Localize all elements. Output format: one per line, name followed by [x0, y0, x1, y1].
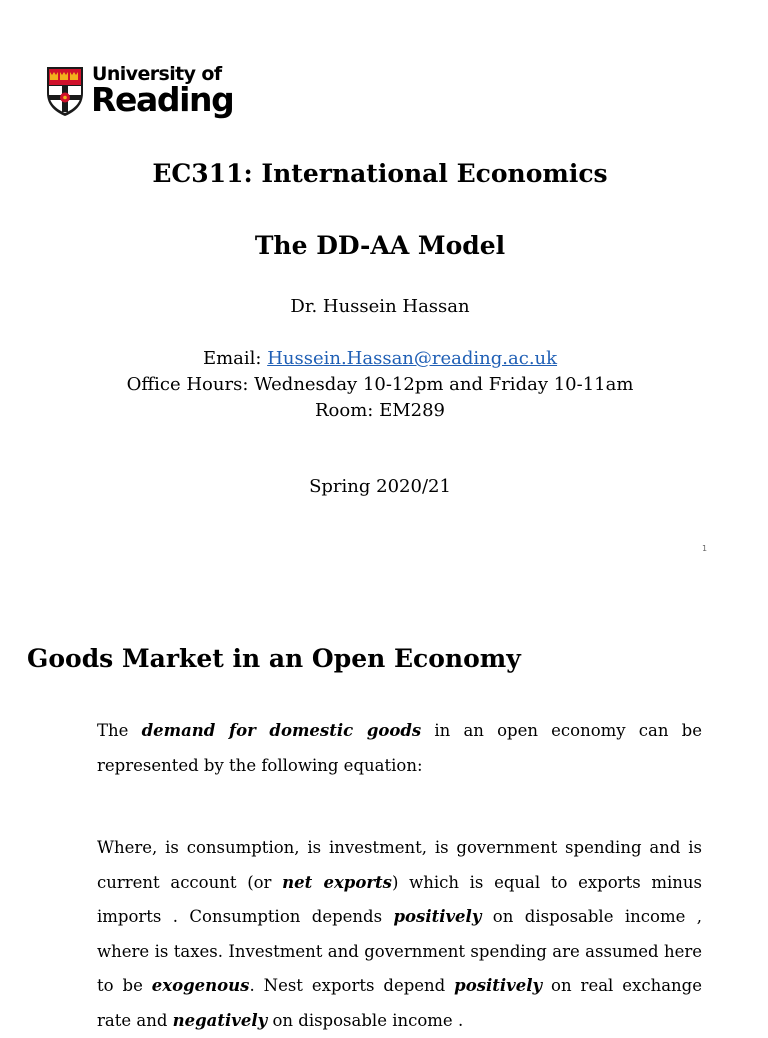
text-span: in an open economy can be represented by the following equation: — [97, 721, 702, 775]
emphasis-text: exogenous — [151, 976, 250, 995]
emphasis-text: negatively — [172, 1010, 268, 1030]
logo-text-university-of: University of — [92, 63, 222, 85]
emphasis-text: positively — [454, 976, 543, 995]
course-title: EC311: International Economics — [152, 159, 608, 188]
email-line — [0, 346, 760, 372]
text-span: . Nest exports depend — [249, 976, 455, 995]
office-hours: Office Hours: Wednesday 10-12pm and Friday 10-11am — [126, 374, 634, 395]
emphasis-text: net exports — [282, 872, 392, 892]
text-span: on disposable income , where is taxes. Investment and government spending are assumed here to be — [97, 907, 702, 995]
university-shield-icon — [45, 65, 85, 117]
term: Spring 2020/21 — [309, 476, 451, 497]
text-span: on real exchange rate and — [97, 976, 702, 1030]
paragraph-demand — [97, 714, 702, 783]
university-logo — [45, 63, 234, 123]
email-label: Email: — [202, 348, 268, 369]
room: Room: EM289 — [314, 400, 445, 421]
text-span: The — [97, 721, 142, 740]
lecture-title: The DD-AA Model — [254, 231, 506, 260]
text-span: ) which is equal to exports minus imports . Consumption depends — [97, 872, 703, 926]
emphasis-text: positively — [393, 907, 482, 926]
paragraph-components — [97, 831, 702, 1038]
logo-text-reading: Reading — [91, 80, 234, 119]
lecturer-name: Dr. Hussein Hassan — [290, 296, 470, 317]
email-link[interactable]: Hussein.Hassan@reading.ac.uk — [267, 348, 558, 369]
text-span: on disposable income . — [267, 1010, 464, 1030]
emphasis-text: demand for domestic goods — [141, 721, 422, 740]
contact-block — [0, 346, 760, 424]
text-span: Where, is consumption, is investment, is government spending and is current account (or — [97, 838, 702, 892]
page-number: 1 — [702, 544, 708, 553]
slide-heading: Goods Market in an Open Economy — [27, 644, 521, 673]
content-slide — [0, 576, 768, 1030]
